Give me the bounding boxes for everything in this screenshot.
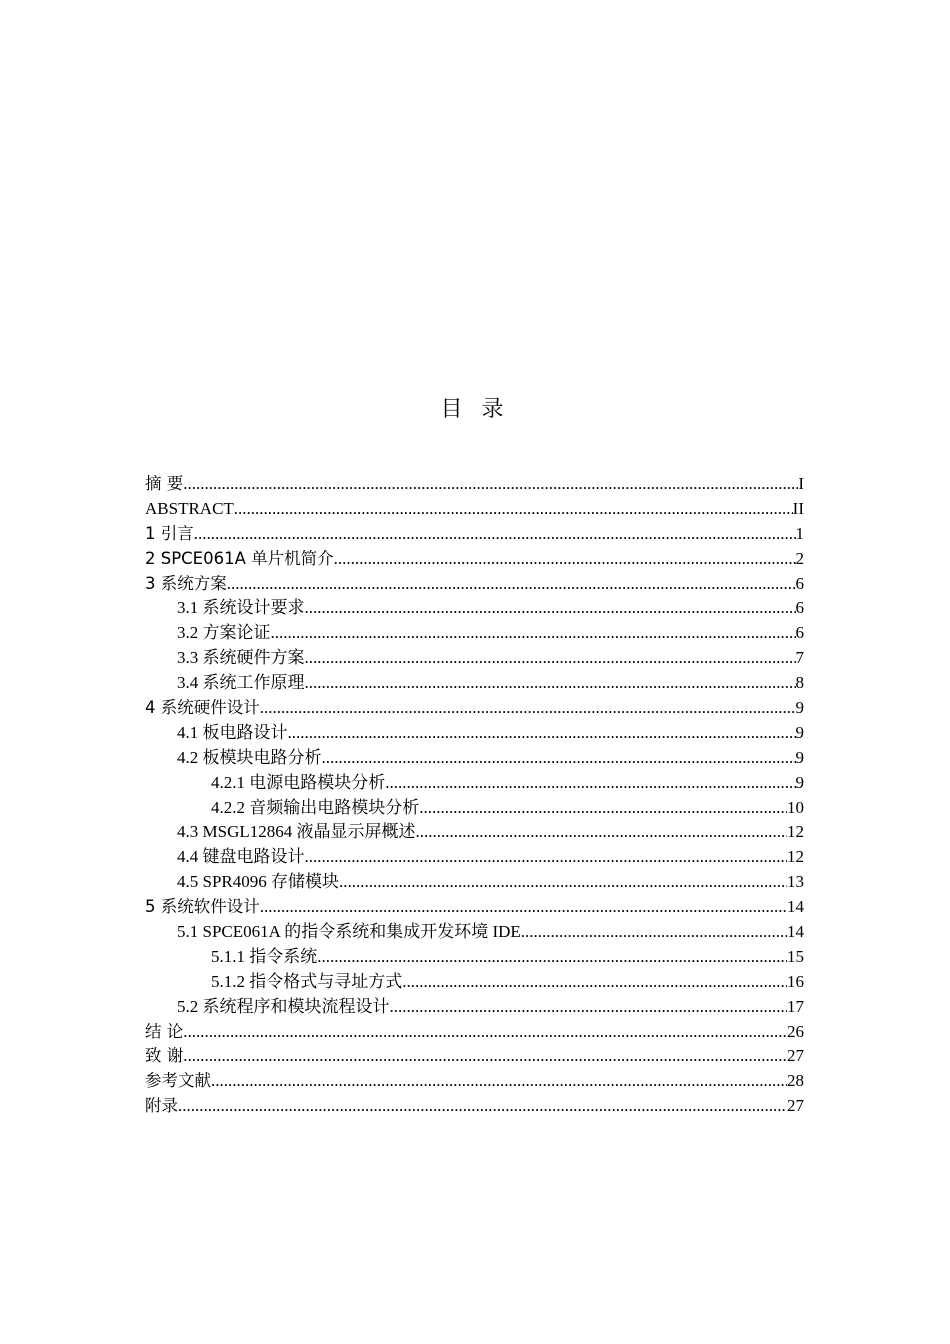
toc-entry-label: 3.4 系统工作原理 (177, 673, 305, 693)
toc-dot-leader (415, 820, 787, 845)
toc-dot-leader (305, 646, 796, 671)
toc-entry[interactable] (145, 995, 804, 1020)
toc-entry[interactable] (145, 1069, 804, 1094)
toc-entry-page-number: 1 (795, 523, 804, 543)
toc-dot-leader (234, 497, 793, 522)
toc-entry-page-number: 28 (787, 1071, 804, 1091)
toc-entry-page-number: 14 (787, 922, 804, 942)
toc-entry-page-number: 12 (787, 847, 804, 867)
toc-entry-label: 附录 (145, 1096, 178, 1116)
toc-entry-page-number: 10 (787, 797, 804, 817)
toc-entry[interactable] (145, 547, 804, 572)
toc-entry[interactable] (145, 522, 804, 547)
toc-entry-page-number: 27 (787, 1046, 804, 1066)
toc-dot-leader (317, 945, 787, 970)
toc-dot-leader (334, 547, 796, 572)
toc-entry[interactable] (145, 696, 804, 721)
toc-entry-page-number: 6 (795, 623, 804, 643)
toc-entry[interactable] (145, 1044, 804, 1069)
toc-entry-label: 4.5 SPR4096 存储模块 (177, 872, 339, 892)
toc-dot-leader (390, 995, 788, 1020)
toc-dot-leader (271, 621, 796, 646)
toc-entry-label: 参考文献 (145, 1071, 211, 1091)
toc-entry-label: 4.2 板模块电路分析 (177, 747, 322, 767)
toc-entry-label: 4.4 键盘电路设计 (177, 847, 305, 867)
toc-entry[interactable] (145, 671, 804, 696)
toc-entry-label: 摘 要 (145, 474, 184, 493)
toc-dot-leader (305, 845, 788, 870)
toc-dot-leader (419, 796, 787, 821)
toc-entry-page-number: 6 (795, 573, 804, 593)
toc-dot-leader (183, 1044, 787, 1069)
toc-entry-page-number: 26 (787, 1021, 804, 1041)
toc-dot-leader (260, 895, 787, 920)
toc-entry-page-number: 7 (795, 648, 804, 668)
toc-entry-label: 5.1 SPCE061A 的指令系统和集成开发环境 IDE (177, 922, 521, 942)
toc-entry-page-number: 6 (795, 598, 804, 618)
toc-entry-page-number: 16 (787, 971, 804, 991)
toc-entry[interactable] (145, 771, 804, 796)
toc-entry[interactable] (145, 621, 804, 646)
table-of-contents (145, 472, 804, 1119)
toc-entry[interactable] (145, 646, 804, 671)
toc-entry-page-number: 9 (795, 747, 804, 767)
toc-entry[interactable] (145, 721, 804, 746)
page-title: 目 录 (440, 397, 510, 422)
toc-entry[interactable] (145, 920, 804, 945)
toc-entry-label: 4.1 板电路设计 (177, 722, 288, 742)
toc-entry-page-number: 13 (787, 872, 804, 892)
toc-entry-label: 3.3 系统硬件方案 (177, 648, 305, 668)
toc-dot-leader (305, 596, 796, 621)
toc-entry-label: ABSTRACT (145, 498, 234, 518)
toc-entry[interactable] (145, 945, 804, 970)
toc-dot-leader (194, 522, 796, 547)
toc-entry-page-number: I (798, 474, 804, 493)
toc-entry[interactable] (145, 497, 804, 522)
toc-entry-page-number: 17 (787, 996, 804, 1016)
toc-entry-label: 4 系统硬件设计 (145, 698, 260, 718)
toc-dot-leader (385, 771, 795, 796)
toc-entry[interactable] (145, 596, 804, 621)
toc-entry[interactable] (145, 746, 804, 771)
toc-entry[interactable] (145, 572, 804, 597)
toc-dot-leader (339, 870, 787, 895)
toc-dot-leader (183, 1020, 787, 1045)
toc-entry[interactable] (145, 472, 804, 497)
toc-entry-label: 4.2.1 电源电路模块分析 (211, 772, 386, 792)
toc-entry[interactable] (145, 796, 804, 821)
toc-dot-leader (402, 970, 787, 995)
toc-entry[interactable] (145, 1020, 804, 1045)
toc-entry-label: 3.1 系统设计要求 (177, 598, 305, 618)
toc-dot-leader (521, 920, 787, 945)
toc-dot-leader (260, 696, 796, 721)
toc-dot-leader (227, 572, 796, 597)
toc-entry[interactable] (145, 820, 804, 845)
toc-entry-label: 4.3 MSGL12864 液晶显示屏概述 (177, 822, 416, 842)
toc-dot-leader (322, 746, 796, 771)
toc-entry[interactable] (145, 1094, 804, 1119)
toc-entry-label: 5.1.2 指令格式与寻址方式 (211, 971, 403, 991)
toc-entry-label: 结 论 (145, 1021, 184, 1041)
toc-dot-leader (305, 671, 796, 696)
toc-entry-page-number: 9 (795, 722, 804, 742)
toc-entry[interactable] (145, 970, 804, 995)
toc-entry-label: 5 系统软件设计 (145, 897, 260, 917)
toc-entry-page-number: 8 (795, 673, 804, 693)
toc-entry[interactable] (145, 895, 804, 920)
toc-entry-page-number: 2 (795, 548, 804, 568)
toc-entry-page-number: 27 (787, 1096, 804, 1116)
toc-entry-label: 4.2.2 音频输出电路模块分析 (211, 797, 420, 817)
toc-entry-label: 3 系统方案 (145, 573, 227, 593)
toc-dot-leader (211, 1069, 787, 1094)
toc-dot-leader (288, 721, 796, 746)
toc-entry-page-number: 9 (795, 698, 804, 718)
toc-entry-label: 2 SPCE061A 单片机简介 (145, 548, 334, 568)
toc-entry-page-number: 15 (787, 946, 804, 966)
toc-entry-page-number: 12 (787, 822, 804, 842)
toc-entry-page-number: 14 (787, 897, 804, 917)
toc-entry-label: 5.1.1 指令系统 (211, 946, 318, 966)
toc-entry-label: 3.2 方案论证 (177, 623, 271, 643)
toc-entry[interactable] (145, 845, 804, 870)
toc-entry-label: 致 谢 (145, 1046, 184, 1066)
toc-entry-page-number: II (792, 498, 804, 518)
toc-entry-page-number: 9 (795, 772, 804, 792)
toc-entry[interactable] (145, 870, 804, 895)
toc-dot-leader (178, 1094, 787, 1119)
toc-entry-label: 5.2 系统程序和模块流程设计 (177, 996, 390, 1016)
toc-dot-leader (183, 472, 798, 497)
toc-entry-label: 1 引言 (145, 523, 194, 543)
